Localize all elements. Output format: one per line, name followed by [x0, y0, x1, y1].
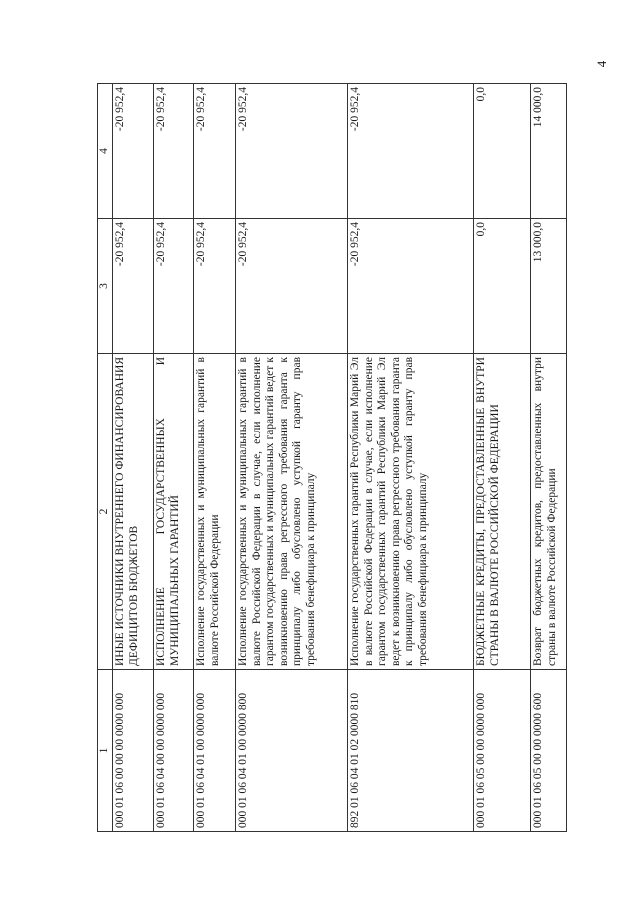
page-number: 4	[594, 60, 609, 68]
row-name: Исполнение государственных и муниципальных гарантий в валюте Российской Федерации	[194, 354, 236, 670]
table-row	[154, 84, 194, 832]
budget-sources-table	[97, 83, 567, 832]
row-value-2: -20 952,4	[113, 84, 154, 219]
row-name: ИНЫЕ ИСТОЧНИКИ ВНУТРЕННЕГО ФИНАНСИРОВАНИЯ ДЕФИЦИТОВ БЮДЖЕТОВ	[113, 354, 154, 670]
column-header-name: 2	[98, 354, 113, 670]
column-header-value-2: 4	[98, 84, 113, 219]
table-header-row	[98, 84, 113, 832]
row-value-1: -20 952,4	[113, 219, 154, 354]
row-value-2: 14 000,0	[531, 84, 567, 219]
row-name: БЮДЖЕТНЫЕ КРЕДИТЫ, ПРЕДОСТАВЛЕННЫЕ ВНУТРИ СТРАНЫ В ВАЛЮТЕ РОССИЙСКОЙ ФЕДЕРАЦИИ	[474, 354, 531, 670]
row-name: ИСПОЛНЕНИЕ ГОСУДАРСТВЕННЫХ И МУНИЦИПАЛЬНЫХ ГАРАНТИЙ	[154, 354, 194, 670]
row-name: Исполнение государственных и муниципальных гарантий в валюте Российской Федерации в случае, если исполнение гарантом государственных и муниципальных гарантий ведет к возникновению права регрессного требования гаранта к принципалу либо обусловлено уступкой гаранту прав требования бенефициара к принципалу	[236, 354, 348, 670]
table-row	[474, 84, 531, 832]
table-row	[531, 84, 567, 832]
table-row	[348, 84, 474, 832]
column-header-value-1: 3	[98, 219, 113, 354]
row-code: 000 01 06 05 00 00 0000 600	[531, 670, 567, 832]
row-value-1: 13 000,0	[531, 219, 567, 354]
row-code: 892 01 06 04 01 02 0000 810	[348, 670, 474, 832]
table-row	[113, 84, 154, 832]
row-value-1: -20 952,4	[194, 219, 236, 354]
row-value-2: 0,0	[474, 84, 531, 219]
row-value-1: 0,0	[474, 219, 531, 354]
table-row	[236, 84, 348, 832]
row-code: 000 01 06 00 00 00 0000 000	[113, 670, 154, 832]
row-code: 000 01 06 04 01 00 0000 000	[194, 670, 236, 832]
row-value-2: -20 952,4	[154, 84, 194, 219]
row-value-1: -20 952,4	[348, 219, 474, 354]
row-value-2: -20 952,4	[348, 84, 474, 219]
row-code: 000 01 06 05 00 00 0000 000	[474, 670, 531, 832]
row-value-2: -20 952,4	[194, 84, 236, 219]
row-value-1: -20 952,4	[236, 219, 348, 354]
row-value-2: -20 952,4	[236, 84, 348, 219]
row-value-1: -20 952,4	[154, 219, 194, 354]
row-name: Исполнение государственных гарантий Республики Марий Эл в валюте Российской Федерации в случае, если исполнение гарантом государственных гарантий Республики Марий Эл ведет к возникновению права регрессного требования гаранта к принципалу либо обусловлено уступкой гаранту прав требования бенефициара к принципалу	[348, 354, 474, 670]
table-row	[194, 84, 236, 832]
row-name: Возврат бюджетных кредитов, предоставленных внутри страны в валюте Российской Федерации	[531, 354, 567, 670]
column-header-code: 1	[98, 670, 113, 832]
row-code: 000 01 06 04 01 00 0000 800	[236, 670, 348, 832]
row-code: 000 01 06 04 00 00 0000 000	[154, 670, 194, 832]
